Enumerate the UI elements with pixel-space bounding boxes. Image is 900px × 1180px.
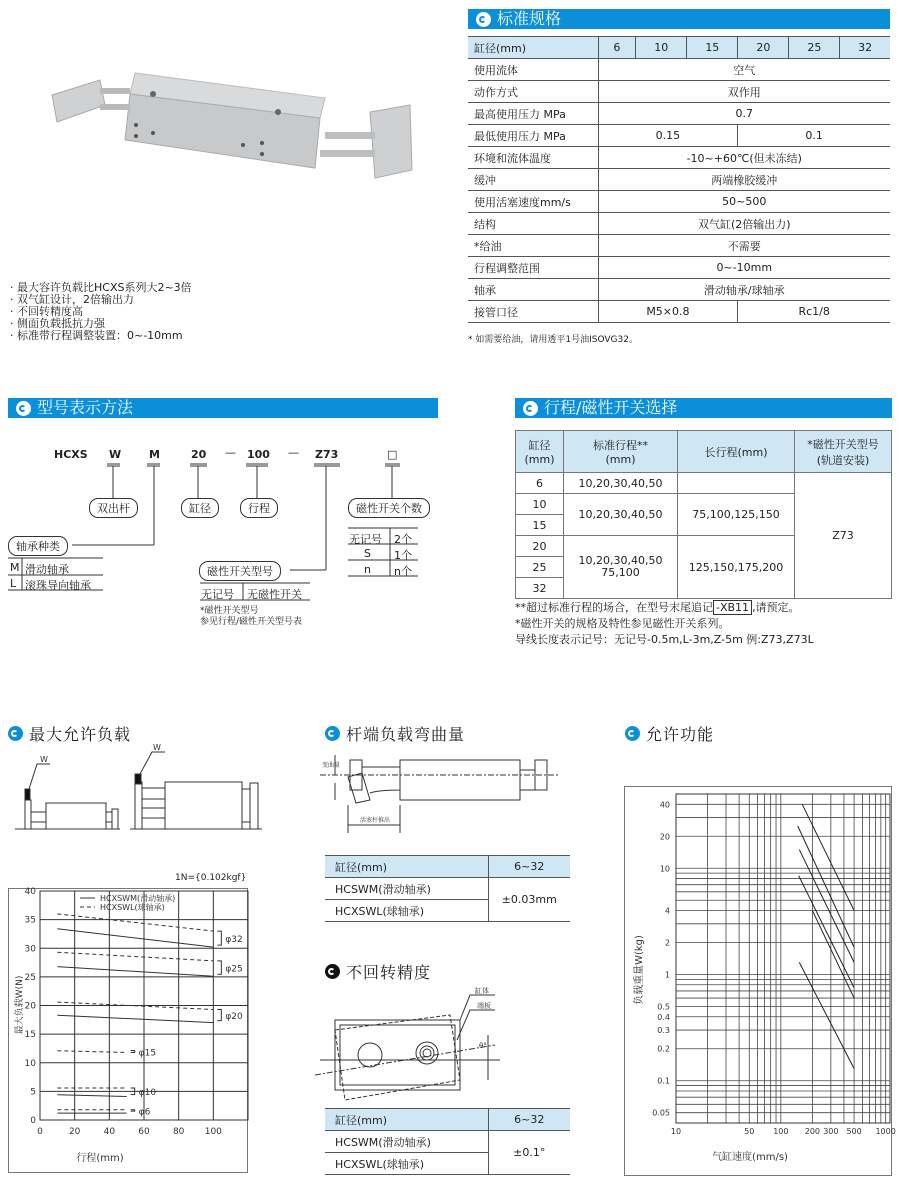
non-rotation-title: 不回转精度 (325, 960, 431, 983)
model-code-series: HCXS (54, 448, 88, 461)
svg-text:端板: 端板 (477, 1002, 491, 1010)
y-tick-label: 0.05 (652, 1108, 670, 1118)
svg-text:变曲量: 变曲量 (322, 762, 341, 769)
series-line (57, 952, 213, 961)
x-tick-label: 300 (823, 1127, 839, 1136)
y-tick-label: 35 (24, 915, 36, 926)
series-line (799, 850, 854, 963)
section-c-icon (16, 401, 31, 416)
series-line (57, 929, 213, 947)
x-tick-label: 80 (172, 1127, 185, 1137)
series-line (57, 914, 213, 931)
max-load-chart (0, 865, 280, 1175)
spec-row: 使用活塞速度mm/s 50~500 (468, 191, 890, 213)
svg-text:活塞杆推出: 活塞杆推出 (360, 817, 391, 824)
svg-text:W: W (153, 743, 161, 752)
spec-row: 轴承 滑动轴承/球轴承 (468, 279, 890, 301)
series-line (802, 804, 854, 910)
group-bracket (217, 1010, 221, 1021)
label-stroke: 行程 (240, 498, 278, 518)
label-bore: 缸径 (181, 498, 219, 518)
y-tick-label: 20 (24, 1001, 36, 1012)
bore-cell: 10 (636, 37, 687, 59)
allowable-chart (610, 780, 900, 1180)
deflection-table: 缸径(mm) 6~32 HCSWM(滑动轴承) ±0.03mm HCXSWL(球轴承) (325, 855, 570, 922)
section-c-icon (476, 12, 491, 27)
y-axis-label: 负载重量W(kg) (634, 935, 645, 1005)
bore-cell: 6 (598, 37, 636, 59)
y-tick-label: 1 (664, 970, 670, 980)
y-tick-label: 10 (659, 864, 670, 874)
bore-cell: 15 (687, 37, 738, 59)
bore-annotation: φ15 (138, 1048, 157, 1059)
x-tick-label: 1000 (875, 1127, 896, 1136)
y-tick-label: 40 (659, 800, 670, 810)
group-bracket (131, 1110, 135, 1111)
model-code-m: M (149, 448, 160, 461)
series-line (57, 1051, 126, 1053)
section-title: 标准规格 (497, 9, 562, 28)
model-code-diagram: HCXS W M 20 — 100 — Z73 □ 双出杆 缸径 行程 磁性开关个数 轴承种类 磁性开关型号 M 滑动轴承 L 滚珠导向轴承 无记号 2个 S 1个 n n个 无记号 无磁性开关 *磁性开关型号 参见行程/磁性开关型号表 (0, 440, 450, 620)
feature-item: · 不回转精度高 (10, 305, 83, 318)
legend-label: HCXSWM(滑动轴承) (100, 894, 176, 903)
non-rotation-diagram (315, 987, 515, 1100)
bore-annotation: φ10 (138, 1088, 157, 1099)
y-tick-label: 0 (30, 1116, 36, 1126)
y-tick-label: 30 (24, 944, 36, 955)
spec-row: 使用流体 空气 (468, 59, 890, 81)
spec-row: 环境和流体温度 -10~+60℃(但未冻结) (468, 147, 890, 169)
spec-row: 最低使用压力 MPa 0.15 0.1 (468, 125, 890, 147)
x-tick-label: 20 (68, 1127, 81, 1137)
spec-header-label: 缸径(mm) (468, 37, 598, 59)
x-tick-label: 0 (37, 1127, 43, 1137)
section-c-icon (625, 726, 640, 741)
x-tick-label: 50 (744, 1127, 755, 1136)
bore-annotation: φ32 (225, 935, 243, 946)
stroke-section-header: 行程/磁性开关选择 (515, 398, 892, 418)
spec-header-row (468, 37, 890, 59)
label-switch-count: 磁性开关个数 (348, 498, 430, 518)
series-line (798, 826, 854, 947)
section-c-icon (325, 726, 340, 741)
model-code-switch: Z73 (315, 448, 339, 461)
y-tick-label: 0.2 (657, 1044, 670, 1054)
section-c-icon (523, 401, 538, 416)
bore-annotation: φ20 (225, 1012, 243, 1023)
spec-row: *给油 不需要 (468, 235, 890, 257)
bore-annotation: φ25 (225, 964, 243, 975)
model-dash: — (288, 446, 299, 459)
y-tick-label: 20 (659, 832, 670, 842)
non-rotation-table: 缸径(mm) 6~32 HCSWM(滑动轴承) ±0.1° HCXSWL(球轴承) (325, 1108, 570, 1175)
y-tick-label: 0.5 (657, 1002, 670, 1012)
spec-table (468, 36, 890, 323)
label-switch-model: 磁性开关型号 (199, 561, 281, 581)
x-tick-label: 500 (846, 1127, 862, 1136)
feature-item: · 标准带行程调整装置：0~-10mm (10, 329, 183, 342)
section-c-icon (8, 726, 23, 741)
x-tick-label: 10 (670, 1127, 682, 1136)
y-tick-label: 0.1 (657, 1076, 670, 1086)
label-bearing: 轴承种类 (8, 536, 68, 556)
spec-section-header (468, 9, 890, 29)
group-bracket (131, 1050, 135, 1052)
y-tick-label: 5 (30, 1087, 36, 1098)
plot-area (676, 794, 890, 1123)
model-code-stroke: 100 (247, 448, 270, 461)
bore-cell: 25 (789, 37, 840, 59)
y-tick-label: 4 (664, 906, 670, 916)
svg-text:缸体: 缸体 (475, 987, 489, 995)
y-tick-label: 40 (24, 887, 36, 897)
model-dash: — (225, 446, 236, 459)
section-c-icon (325, 964, 340, 979)
model-code-w: W (109, 448, 122, 461)
bore-cell: 20 (738, 37, 789, 59)
stroke-notes: **超过标准行程的场合，在型号末尾追记 -XB11 ,请预定。 *磁性开关的规格及特性参见磁性开关系列。 导线长度表示记号：无记号-0.5m,L-3m,Z-5m 例:Z73,Z73L (515, 601, 814, 646)
series-line (57, 967, 213, 977)
deflection-title: 杆端负载弯曲量 (325, 722, 465, 745)
product-image (40, 60, 420, 190)
y-tick-label: 0.3 (657, 1026, 670, 1036)
spec-row: 行程调整范围 0~-10mm (468, 257, 890, 279)
x-axis-label: 气缸速度(mm/s) (712, 1152, 788, 1163)
bore-annotation: φ6 (138, 1107, 151, 1118)
legend-label: HCXSWL(球轴承) (100, 903, 165, 912)
spec-row: 接管口径 M5×0.8 Rc1/8 (468, 301, 890, 323)
x-tick-label: 100 (204, 1127, 222, 1137)
spec-footnote: * 如需要给油，请用透平1号油ISOVG32。 (468, 335, 638, 345)
y-tick-label: 15 (24, 1030, 36, 1041)
feature-item: · 侧面负载抵抗力强 (10, 317, 105, 330)
model-code-bore: 20 (191, 448, 207, 461)
label-double-rod: 双出杆 (89, 498, 138, 518)
x-tick-label: 60 (138, 1127, 150, 1137)
y-tick-label: 2 (664, 938, 670, 948)
svg-text:W: W (40, 755, 48, 764)
feature-list (10, 282, 192, 342)
max-load-diagram (0, 743, 280, 842)
stroke-table: 缸径 (mm) 标准行程** (mm) 长行程(mm) *磁性开关型号 (轨道安装) 6 10,20,30,40,50 Z73 10 10,20,30,40,50 75,100,125,150 15 20 10,20,30,40,50 75,100 125,150,175,200 25 32 (515, 430, 892, 599)
spec-row: 缓冲 两端橡胶缓冲 (468, 169, 890, 191)
max-load-title: 最大允许负载 (8, 722, 131, 745)
series-line (57, 1095, 126, 1097)
y-tick-label: 10 (24, 1058, 36, 1069)
unit-note: 1N={0.102kgf} (175, 873, 247, 883)
svg-text:θ°: θ° (479, 1042, 487, 1050)
xb11-code: -XB11 (713, 600, 752, 615)
group-bracket (217, 931, 221, 945)
x-tick-label: 200 (804, 1127, 821, 1136)
y-axis-label: 最大负载W(N) (15, 975, 25, 1035)
model-section-header: 型号表示方法 (8, 398, 438, 418)
series-line (57, 1015, 213, 1022)
y-tick-label: 25 (24, 972, 36, 983)
allowable-title: 允许功能 (625, 722, 714, 745)
group-bracket (217, 961, 221, 974)
x-tick-label: 100 (773, 1127, 789, 1136)
feature-item: · 双气缸设计，2倍输出力 (10, 293, 134, 306)
x-axis-label: 行程(mm) (76, 1153, 124, 1164)
spec-row: 动作方式 双作用 (468, 81, 890, 103)
feature-item: · 最大容许负载比HCXS系列大2~3倍 (10, 281, 192, 294)
model-code-count: □ (387, 448, 398, 461)
bore-cell: 32 (840, 37, 890, 59)
spec-row: 结构 双气缸(2倍输出力) (468, 213, 890, 235)
spec-row: 最高使用压力 MPa 0.7 (468, 103, 890, 125)
y-tick-label: 0.4 (657, 1012, 670, 1022)
deflection-diagram (320, 755, 580, 845)
series-line (799, 962, 854, 1068)
x-tick-label: 40 (103, 1127, 116, 1137)
